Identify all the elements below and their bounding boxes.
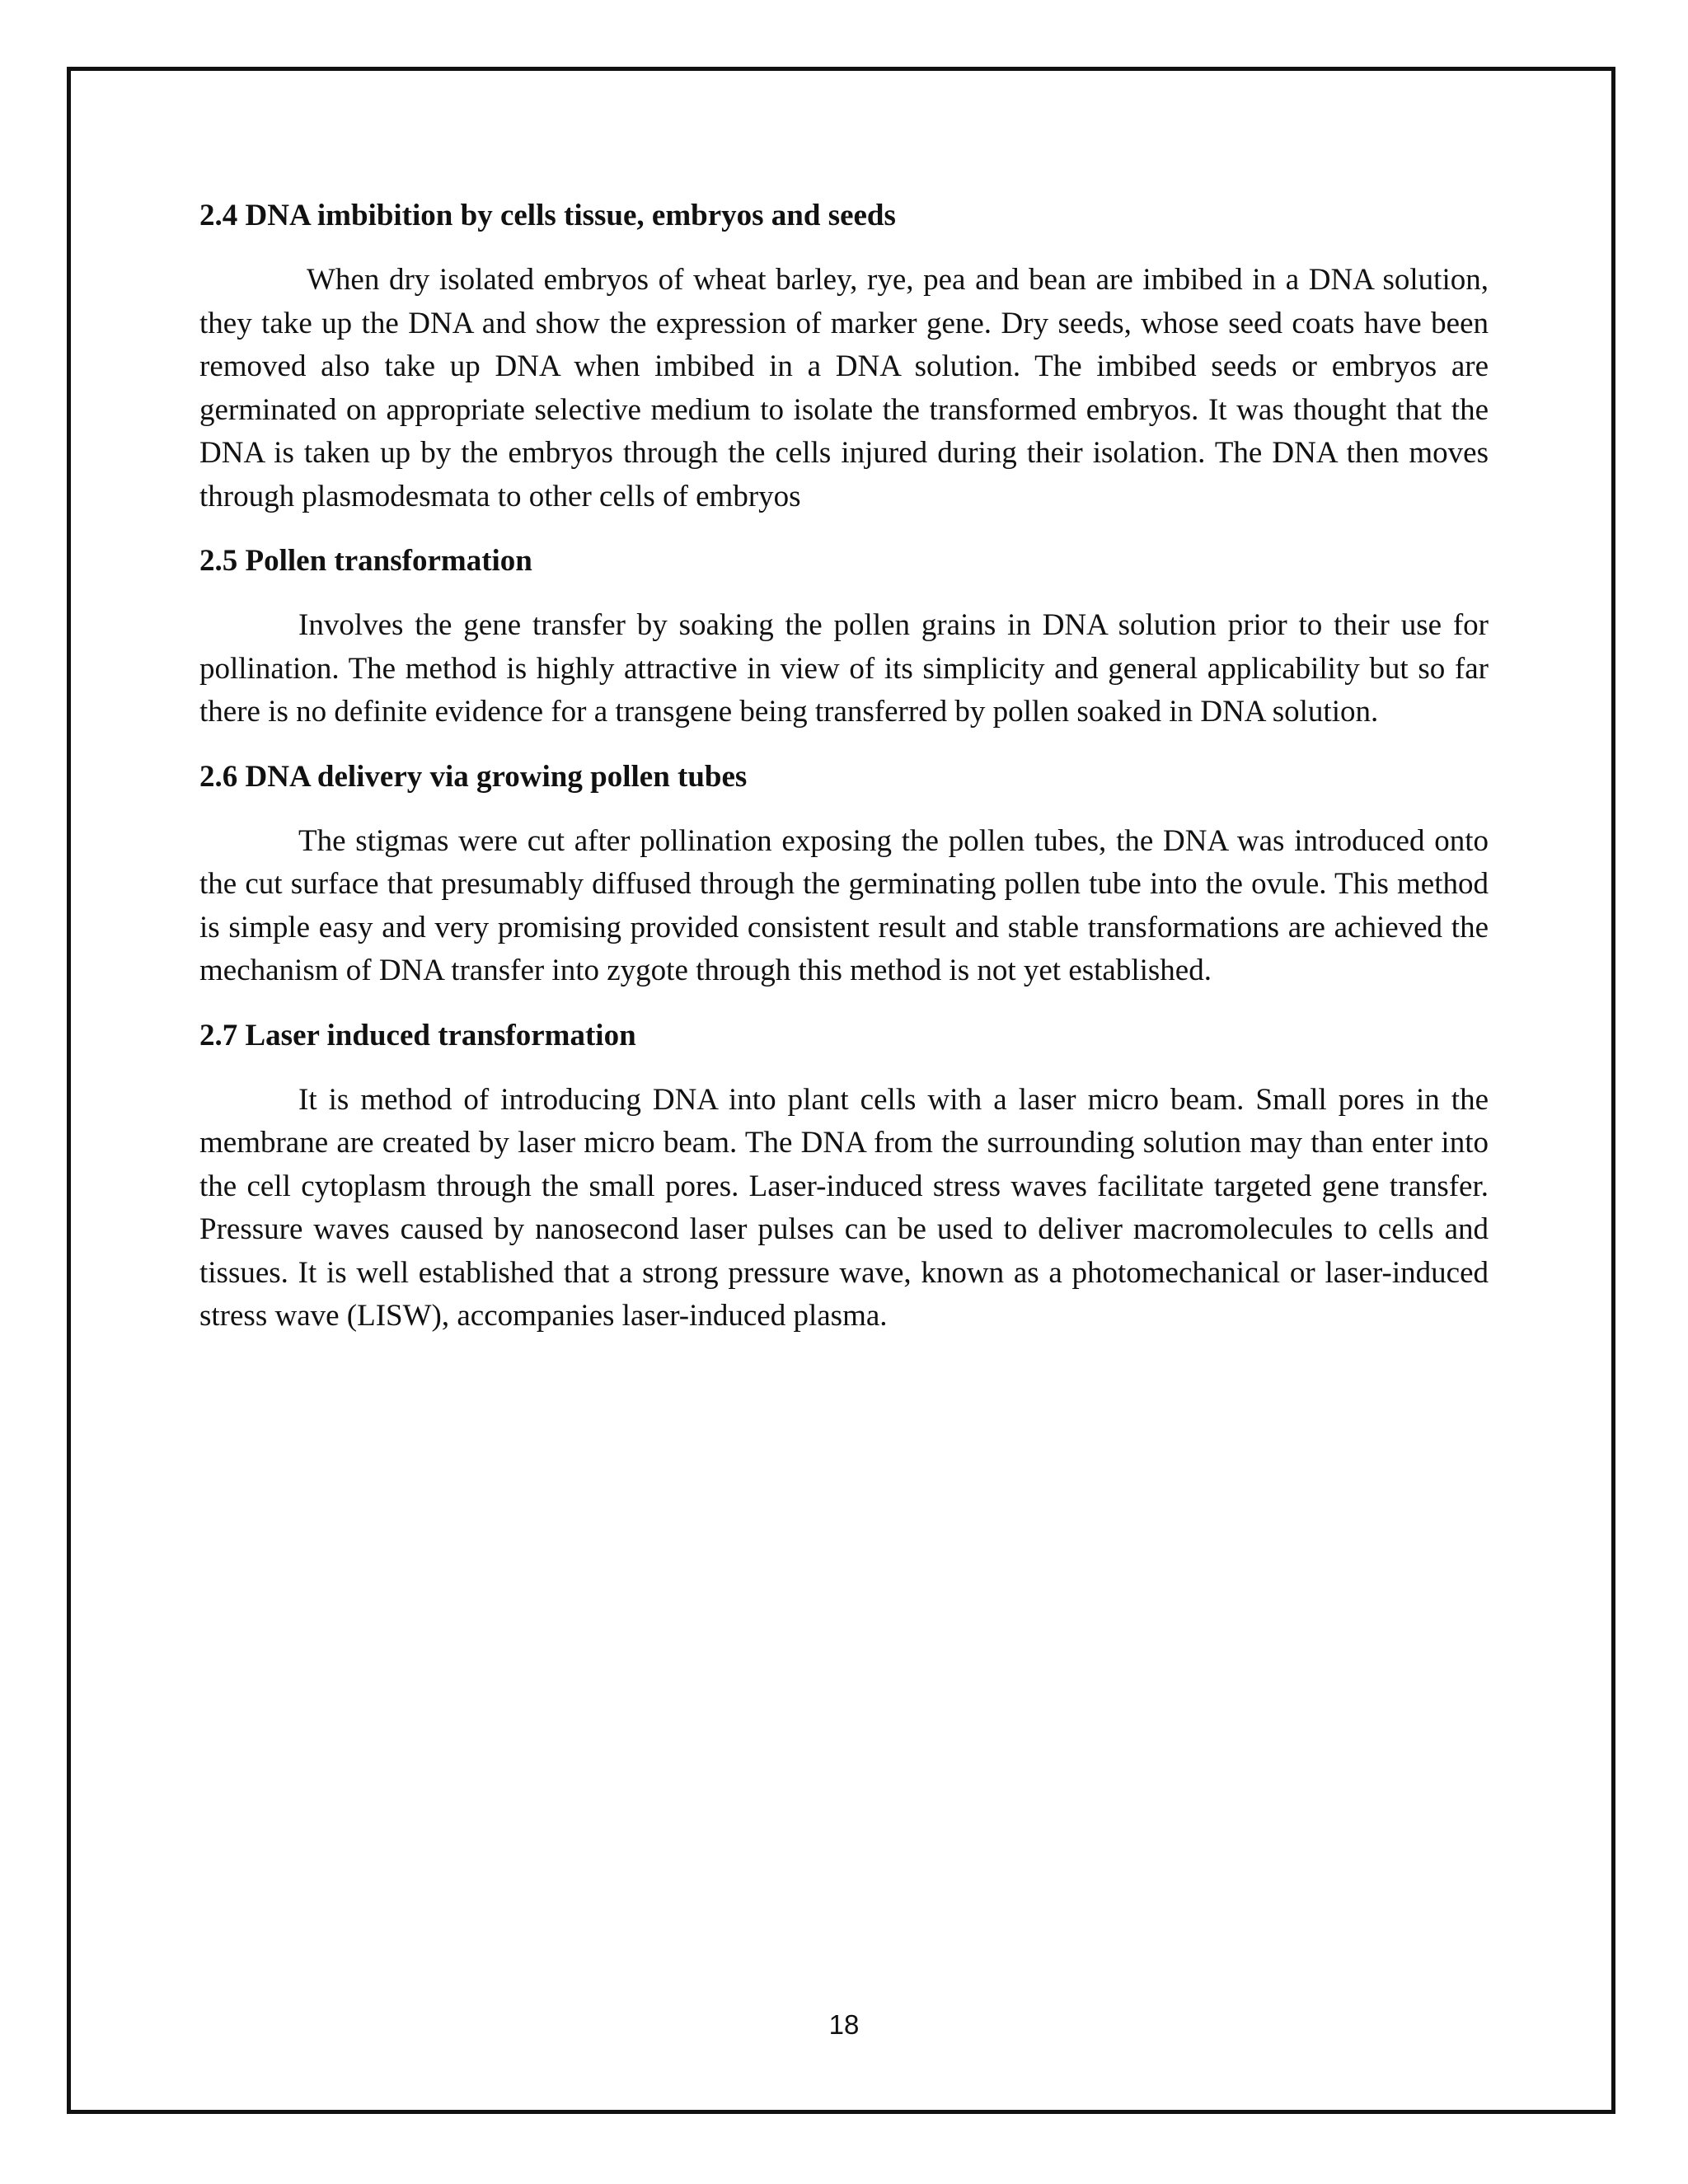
section-heading: 2.4 DNA imbibition by cells tissue, embryos and seeds bbox=[199, 199, 896, 232]
section-2-5 bbox=[199, 540, 1489, 734]
section-heading: 2.7 Laser induced transformation bbox=[199, 1018, 636, 1052]
section-2-7 bbox=[199, 1015, 1489, 1338]
section-heading: 2.6 DNA delivery via growing pollen tubes bbox=[199, 759, 748, 794]
section-paragraph: Involves the gene transfer by soaking the pollen grains in DNA solution prior to their use for pollination. The method is highly attractive in view of its simplicity and general applicability but so far there is no definite evidence for a transgene being transferred by pollen soaked in DNA solution. bbox=[199, 608, 1489, 729]
section-2-4 bbox=[199, 194, 1489, 518]
section-paragraph: When dry isolated embryos of wheat barley, rye, pea and bean are imbibed in a DNA solution, they take up the DNA and show the expression of marker gene. Dry seeds, whose seed coats have been removed also take up DNA when imbibed in a DNA solution. The imbibed seeds or embryos are germinated on appropriate selective medium to isolate the transformed embryos. It was thought that the DNA is taken up by the embryos through the cells injured during their isolation. The DNA then moves through plasmodesmata to other cells of embryos bbox=[199, 263, 1489, 513]
section-paragraph: It is method of introducing DNA into plant cells with a laser micro beam. Small pores in the membrane are created by laser micro beam. The DNA from the surrounding solution may than enter into the cell cytoplasm through the small pores. Laser-induced stress waves facilitate targeted gene transfer. Pressure waves caused by nanosecond laser pulses can be used to deliver macromolecules to cells and tissues. It is well established that a strong pressure wave, known as a photomechanical or laser-induced stress wave (LISW), accompanies laser-induced plasma. bbox=[199, 1082, 1489, 1333]
section-paragraph: The stigmas were cut after pollination exposing the pollen tubes, the DNA was introduced onto the cut surface that presumably diffused through the germinating pollen tube into the ovule. This method is simple easy and very promising provided consistent result and stable transformations are achieved the mechanism of DNA transfer into zygote through this method is not yet established. bbox=[199, 823, 1489, 987]
section-2-6 bbox=[199, 756, 1489, 993]
page-number: 18 bbox=[828, 2009, 860, 2040]
section-heading: 2.5 Pollen transformation bbox=[199, 544, 532, 578]
document-body bbox=[199, 194, 1489, 1360]
